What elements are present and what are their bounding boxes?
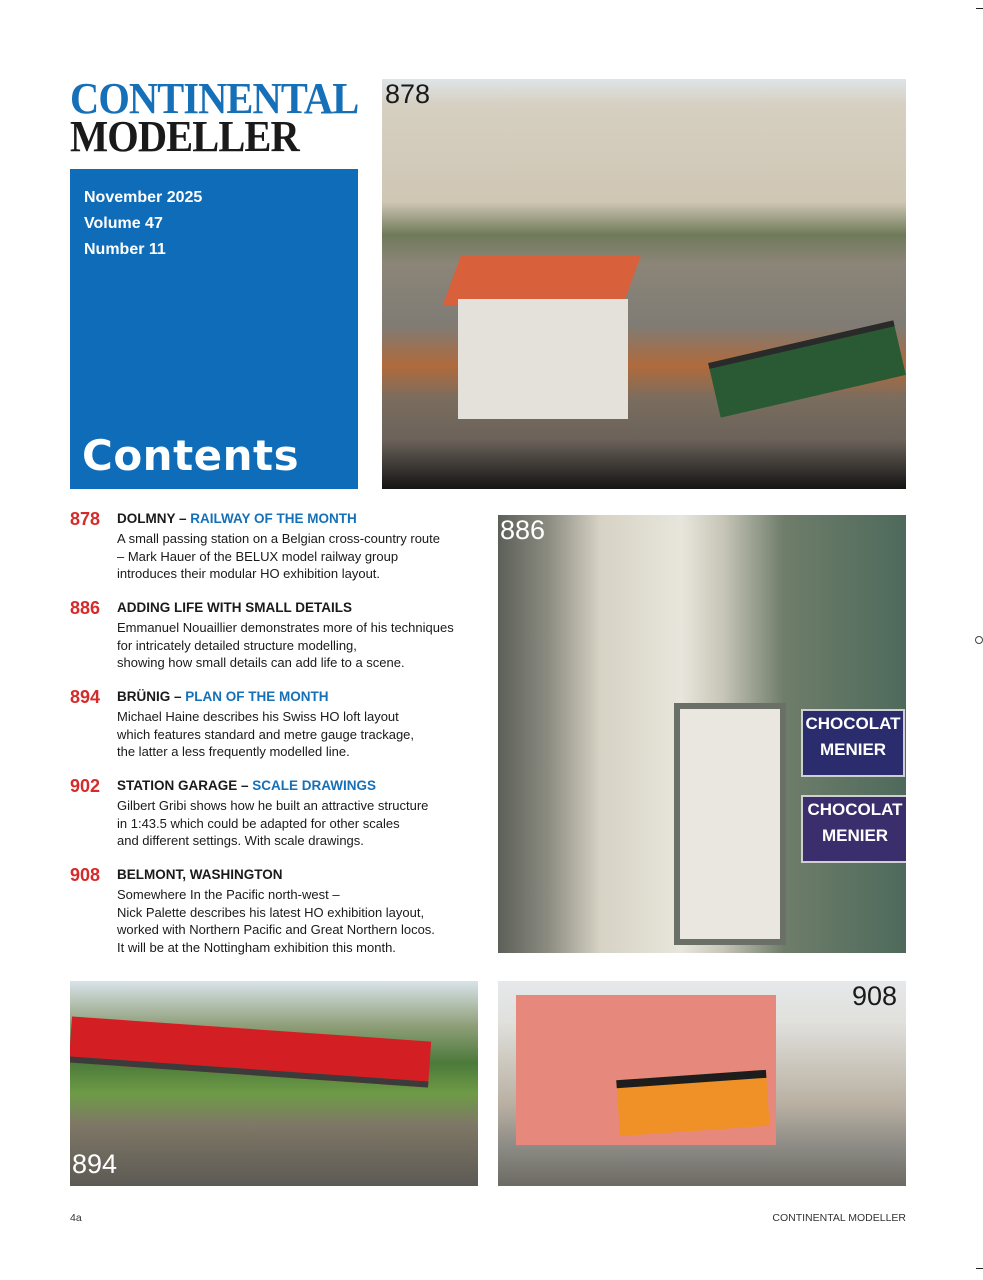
entry-line: introduces their modular HO exhibition layout.: [117, 566, 381, 582]
entry-heading: [117, 867, 283, 882]
issue-info-box: [70, 169, 358, 489]
station-building: [458, 299, 628, 419]
red-swiss-train: [70, 1016, 431, 1087]
masthead: [70, 74, 359, 161]
entry-line: Nick Palette describes his latest HO exhibition layout,: [117, 904, 425, 920]
entry-description: [117, 708, 414, 761]
entry-title: BELMONT, WASHINGTON: [117, 867, 283, 882]
entry-tag: SCALE DRAWINGS: [252, 778, 377, 793]
entry-heading: [117, 600, 352, 615]
entry-page-number: 894: [70, 687, 101, 707]
entry-description: [117, 530, 440, 583]
entry-separator: –: [175, 511, 191, 526]
entry-description: [117, 886, 435, 956]
issue-volume: Volume 47: [84, 215, 163, 232]
entry-tag: PLAN OF THE MONTH: [185, 689, 329, 704]
entry-title: BRÜNIG: [117, 689, 171, 704]
entry-title: DOLMNY: [117, 511, 176, 526]
registration-mark: [975, 636, 983, 644]
station-roof: [443, 255, 641, 305]
photo-page-number: 908: [852, 981, 898, 1011]
sign-text-line: CHOCOLAT: [807, 800, 903, 819]
entry-page-number: 878: [70, 509, 101, 529]
entry-line: Somewhere In the Pacific north-west –: [117, 887, 340, 902]
entry-description: [117, 619, 454, 672]
entry-heading: [117, 778, 376, 793]
photo-belmont-layout: [498, 981, 906, 1186]
entry-line: the latter a less frequently modelled line.: [117, 744, 350, 760]
photo-brunig-layout: [70, 981, 478, 1186]
footer-page-number: 4a: [70, 1212, 82, 1224]
sign-text-line: MENIER: [821, 826, 889, 845]
photo-dolmny-station: [382, 79, 906, 489]
photo-structure-details: [498, 515, 906, 953]
sign-text-line: CHOCOLAT: [805, 714, 901, 733]
entry-page-number: 908: [70, 865, 101, 885]
entry-heading: [117, 689, 329, 704]
chocolat-menier-sign: [801, 709, 905, 777]
entry-line: – Mark Hauer of the BELUX model railway group: [117, 548, 399, 564]
entry-line: Gilbert Gribi shows how he built an attractive structure: [117, 798, 429, 813]
entry-title: ADDING LIFE WITH SMALL DETAILS: [117, 600, 352, 615]
entry-separator: –: [237, 778, 253, 793]
entry-line: Michael Haine describes his Swiss HO loft layout: [117, 709, 399, 724]
crop-mark-top: [976, 8, 983, 9]
entry-line: for intricately detailed structure modelling,: [117, 637, 357, 653]
entry-line: worked with Northern Pacific and Great Northern locos.: [117, 922, 435, 938]
crop-mark-bottom: [976, 1268, 983, 1269]
entry-line: Emmanuel Nouaillier demonstrates more of his techniques: [117, 620, 454, 635]
chocolat-menier-sign: [801, 795, 906, 863]
weathered-door: [674, 703, 786, 945]
orange-locomotive: [616, 1070, 770, 1136]
entry-line: showing how small details can add life to a scene.: [117, 655, 405, 671]
entry-heading: [117, 511, 357, 526]
contents-title: Contents: [82, 431, 300, 480]
entry-page-number: 902: [70, 776, 101, 796]
photo-page-number: 886: [500, 515, 546, 545]
entry-tag: RAILWAY OF THE MONTH: [190, 511, 357, 526]
entry-title: STATION GARAGE: [117, 778, 238, 793]
entry-line: in 1:43.5 which could be adapted for other scales: [117, 815, 400, 831]
entry-line: which features standard and metre gauge trackage,: [117, 726, 415, 742]
issue-date: November 2025: [84, 189, 203, 206]
footer-publication: CONTINENTAL MODELLER: [772, 1212, 906, 1224]
entry-line: It will be at the Nottingham exhibition this month.: [117, 939, 396, 955]
entry-separator: –: [170, 689, 186, 704]
issue-number: Number 11: [84, 241, 166, 258]
masthead-line-1: CONTINENTAL: [70, 74, 359, 123]
entry-description: [117, 797, 428, 850]
masthead-line-2: MODELLER: [70, 112, 299, 161]
entry-line: and different settings. With scale drawings.: [117, 833, 364, 849]
photo-page-number: 894: [72, 1149, 118, 1179]
green-locomotive: [708, 320, 906, 417]
entry-line: A small passing station on a Belgian cross-country route: [117, 531, 441, 546]
sign-text-line: MENIER: [819, 740, 887, 759]
photo-page-number: 878: [385, 79, 431, 109]
entry-page-number: 886: [70, 598, 101, 618]
